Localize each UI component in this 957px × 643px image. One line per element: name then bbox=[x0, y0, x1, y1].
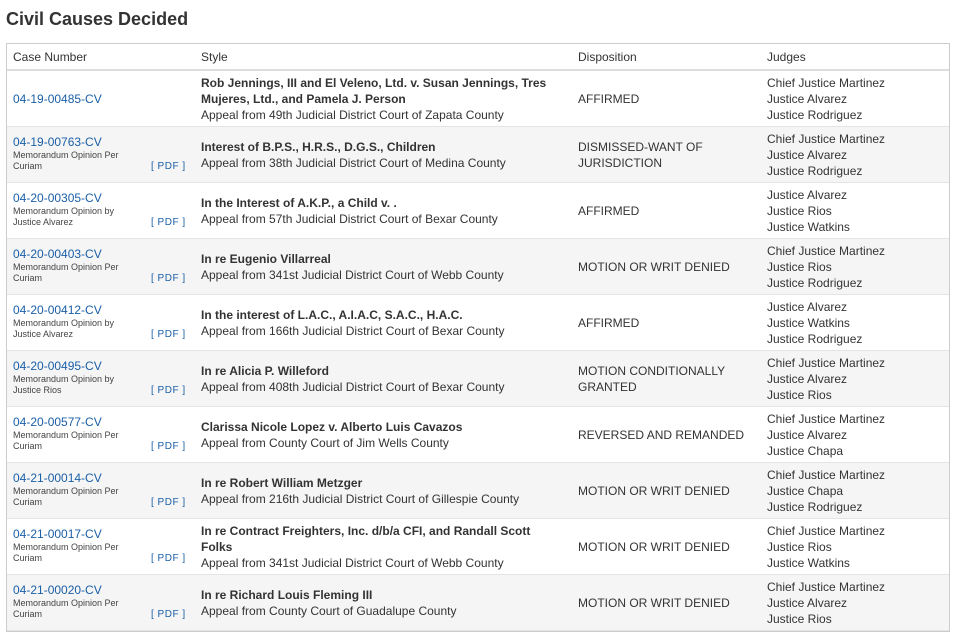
judge-name: Justice Rodriguez bbox=[767, 332, 863, 346]
judge-name: Chief Justice Martinez bbox=[767, 76, 886, 90]
opinion-type: Memorandum Opinion by Justice Rios bbox=[13, 374, 115, 395]
judge-name: Chief Justice Martinez bbox=[767, 580, 886, 594]
disposition-text: MOTION CONDITIONALLY GRANTED bbox=[578, 364, 725, 394]
judge-name: Chief Justice Martinez bbox=[767, 468, 886, 482]
case-number-link[interactable]: 04-20-00412-CV bbox=[13, 303, 102, 317]
style-cell bbox=[201, 307, 561, 339]
appeal-court: Appeal from 216th Judicial District Court of Gillespie County bbox=[201, 492, 520, 506]
case-style-title: In re Robert William Metzger bbox=[201, 476, 363, 490]
appeal-court: Appeal from 408th Judicial District Court of Bexar County bbox=[201, 380, 505, 394]
case-style-title: Rob Jennings, III and El Veleno, Ltd. v. Susan Jennings, Tres Mujeres, Ltd., and Pamela J. Person bbox=[201, 76, 547, 106]
appeal-court: Appeal from 166th Judicial District Court of Bexar County bbox=[201, 324, 505, 338]
case-number-cell bbox=[13, 414, 193, 452]
pdf-link[interactable]: [ PDF ] bbox=[151, 161, 186, 172]
judge-name: Justice Rios bbox=[767, 540, 832, 554]
case-style-title: In re Contract Freighters, Inc. d/b/a CFI, and Randall Scott Folks bbox=[201, 524, 531, 554]
disposition-text: AFFIRMED bbox=[578, 316, 640, 330]
style-cell bbox=[201, 523, 561, 571]
table-row bbox=[7, 295, 949, 351]
case-style-title: Interest of B.P.S., H.R.S., D.G.S., Children bbox=[201, 140, 436, 154]
judge-name: Chief Justice Martinez bbox=[767, 356, 886, 370]
judges-cell bbox=[767, 131, 947, 179]
appeal-court: Appeal from 341st Judicial District Court of Webb County bbox=[201, 268, 504, 282]
judges-cell bbox=[767, 243, 947, 291]
style-cell bbox=[201, 419, 561, 451]
opinion-type: Memorandum Opinion by Justice Alvarez bbox=[13, 318, 115, 339]
opinion-type: Memorandum Opinion Per Curiam bbox=[13, 150, 119, 171]
case-number-link[interactable]: 04-21-00020-CV bbox=[13, 583, 102, 597]
table-body bbox=[7, 71, 949, 631]
case-number-cell bbox=[13, 190, 193, 228]
style-cell bbox=[201, 587, 561, 619]
case-style-title: In the interest of L.A.C., A.I.A.C, S.A.C., H.A.C. bbox=[201, 308, 463, 322]
judge-name: Justice Alvarez bbox=[767, 148, 848, 162]
pdf-link[interactable]: [ PDF ] bbox=[151, 273, 186, 284]
appeal-court: Appeal from 57th Judicial District Court of Bexar County bbox=[201, 212, 498, 226]
disposition-text: DISMISSED-WANT OF JURISDICTION bbox=[578, 140, 703, 170]
judges-cell bbox=[767, 355, 947, 403]
judge-name: Justice Rios bbox=[767, 388, 832, 402]
judge-name: Justice Rios bbox=[767, 260, 832, 274]
disposition-text: AFFIRMED bbox=[578, 204, 640, 218]
judge-name: Chief Justice Martinez bbox=[767, 132, 886, 146]
case-number-link[interactable]: 04-19-00763-CV bbox=[13, 135, 102, 149]
judge-name: Justice Rodriguez bbox=[767, 164, 863, 178]
page-title: Civil Causes Decided bbox=[6, 9, 189, 29]
table-row bbox=[7, 407, 949, 463]
case-style-title: In re Eugenio Villarreal bbox=[201, 252, 331, 266]
judge-name: Justice Alvarez bbox=[767, 300, 848, 314]
opinion-type: Memorandum Opinion by Justice Alvarez bbox=[13, 206, 115, 227]
style-cell bbox=[201, 75, 561, 123]
judges-cell bbox=[767, 75, 947, 123]
judge-name: Justice Rios bbox=[767, 204, 832, 218]
style-cell bbox=[201, 475, 561, 507]
judge-name: Justice Alvarez bbox=[767, 92, 848, 106]
judge-name: Chief Justice Martinez bbox=[767, 244, 886, 258]
judges-cell bbox=[767, 411, 947, 459]
disposition-cell bbox=[578, 259, 758, 275]
appeal-court: Appeal from 341st Judicial District Court of Webb County bbox=[201, 556, 504, 570]
disposition-cell bbox=[578, 539, 758, 555]
case-number-cell bbox=[13, 470, 193, 508]
case-style-title: In the Interest of A.K.P., a Child v. . bbox=[201, 196, 397, 210]
case-number-link[interactable]: 04-21-00014-CV bbox=[13, 471, 102, 485]
table-row bbox=[7, 351, 949, 407]
pdf-link[interactable]: [ PDF ] bbox=[151, 609, 186, 620]
disposition-cell bbox=[578, 483, 758, 499]
table-row bbox=[7, 575, 949, 631]
disposition-cell bbox=[578, 595, 758, 611]
disposition-cell bbox=[578, 363, 758, 395]
judges-cell bbox=[767, 579, 947, 627]
judge-name: Justice Watkins bbox=[767, 556, 850, 570]
disposition-cell bbox=[578, 203, 758, 219]
case-number-cell bbox=[13, 246, 193, 284]
judge-name: Justice Rodriguez bbox=[767, 500, 863, 514]
disposition-text: MOTION OR WRIT DENIED bbox=[578, 260, 730, 274]
judges-cell bbox=[767, 299, 947, 347]
table-row bbox=[7, 519, 949, 575]
header-style: Style bbox=[201, 50, 228, 64]
disposition-cell bbox=[578, 315, 758, 331]
judge-name: Justice Chapa bbox=[767, 444, 844, 458]
judge-name: Justice Alvarez bbox=[767, 428, 848, 442]
judge-name: Chief Justice Martinez bbox=[767, 524, 886, 538]
table-row bbox=[7, 463, 949, 519]
opinion-type: Memorandum Opinion Per Curiam bbox=[13, 598, 119, 619]
judge-name: Justice Watkins bbox=[767, 316, 850, 330]
judges-cell bbox=[767, 467, 947, 515]
style-cell bbox=[201, 139, 561, 171]
disposition-cell bbox=[578, 427, 758, 443]
case-number-cell bbox=[13, 526, 193, 564]
judge-name: Justice Alvarez bbox=[767, 372, 848, 386]
pdf-link[interactable]: [ PDF ] bbox=[151, 497, 186, 508]
judge-name: Justice Chapa bbox=[767, 484, 844, 498]
judge-name: Justice Rodriguez bbox=[767, 276, 863, 290]
table-header bbox=[7, 44, 949, 71]
judge-name: Justice Watkins bbox=[767, 220, 850, 234]
judge-name: Justice Rios bbox=[767, 612, 832, 626]
opinion-type: Memorandum Opinion Per Curiam bbox=[13, 542, 119, 563]
disposition-text: MOTION OR WRIT DENIED bbox=[578, 596, 730, 610]
disposition-text: AFFIRMED bbox=[578, 92, 640, 106]
style-cell bbox=[201, 195, 561, 227]
case-number-link[interactable]: 04-20-00305-CV bbox=[13, 191, 102, 205]
style-cell bbox=[201, 251, 561, 283]
pdf-link[interactable]: [ PDF ] bbox=[151, 217, 186, 228]
pdf-link[interactable]: [ PDF ] bbox=[151, 553, 186, 564]
disposition-text: MOTION OR WRIT DENIED bbox=[578, 484, 730, 498]
case-number-link[interactable]: 04-20-00495-CV bbox=[13, 359, 102, 373]
disposition-text: MOTION OR WRIT DENIED bbox=[578, 540, 730, 554]
case-number-cell bbox=[13, 302, 193, 340]
header-judges: Judges bbox=[767, 50, 806, 64]
appeal-court: Appeal from 38th Judicial District Court of Medina County bbox=[201, 156, 506, 170]
case-number-cell bbox=[13, 358, 193, 396]
case-number-cell bbox=[13, 134, 193, 172]
judges-cell bbox=[767, 187, 947, 235]
case-number-link[interactable]: 04-21-00017-CV bbox=[13, 527, 102, 541]
case-style-title: In re Alicia P. Willeford bbox=[201, 364, 329, 378]
case-style-title: In re Richard Louis Fleming III bbox=[201, 588, 373, 602]
civil-causes-table bbox=[6, 43, 950, 632]
case-number-link[interactable]: 04-20-00403-CV bbox=[13, 247, 102, 261]
judge-name: Chief Justice Martinez bbox=[767, 412, 886, 426]
style-cell bbox=[201, 363, 561, 395]
case-number-link[interactable]: 04-19-00485-CV bbox=[13, 92, 102, 106]
table-row bbox=[7, 239, 949, 295]
disposition-cell bbox=[578, 91, 758, 107]
appeal-court: Appeal from 49th Judicial District Court of Zapata County bbox=[201, 108, 504, 122]
header-case-number: Case Number bbox=[13, 50, 88, 64]
header-disposition: Disposition bbox=[578, 50, 637, 64]
pdf-link[interactable]: [ PDF ] bbox=[151, 441, 186, 452]
opinion-type: Memorandum Opinion Per Curiam bbox=[13, 486, 119, 507]
appeal-court: Appeal from County Court of Jim Wells County bbox=[201, 436, 449, 450]
appeal-court: Appeal from County Court of Guadalupe County bbox=[201, 604, 457, 618]
judge-name: Justice Rodriguez bbox=[767, 108, 863, 122]
case-style-title: Clarissa Nicole Lopez v. Alberto Luis Cavazos bbox=[201, 420, 463, 434]
table-row bbox=[7, 183, 949, 239]
table-row bbox=[7, 127, 949, 183]
opinion-type: Memorandum Opinion Per Curiam bbox=[13, 430, 119, 451]
case-number-cell bbox=[13, 582, 193, 620]
pdf-link[interactable]: [ PDF ] bbox=[151, 329, 186, 340]
disposition-cell bbox=[578, 139, 758, 171]
judges-cell bbox=[767, 523, 947, 571]
judge-name: Justice Alvarez bbox=[767, 188, 848, 202]
judge-name: Justice Alvarez bbox=[767, 596, 848, 610]
table-row bbox=[7, 71, 949, 127]
disposition-text: REVERSED AND REMANDED bbox=[578, 428, 745, 442]
case-number-cell bbox=[13, 91, 193, 107]
pdf-link[interactable]: [ PDF ] bbox=[151, 385, 186, 396]
case-number-link[interactable]: 04-20-00577-CV bbox=[13, 415, 102, 429]
opinion-type: Memorandum Opinion Per Curiam bbox=[13, 262, 119, 283]
